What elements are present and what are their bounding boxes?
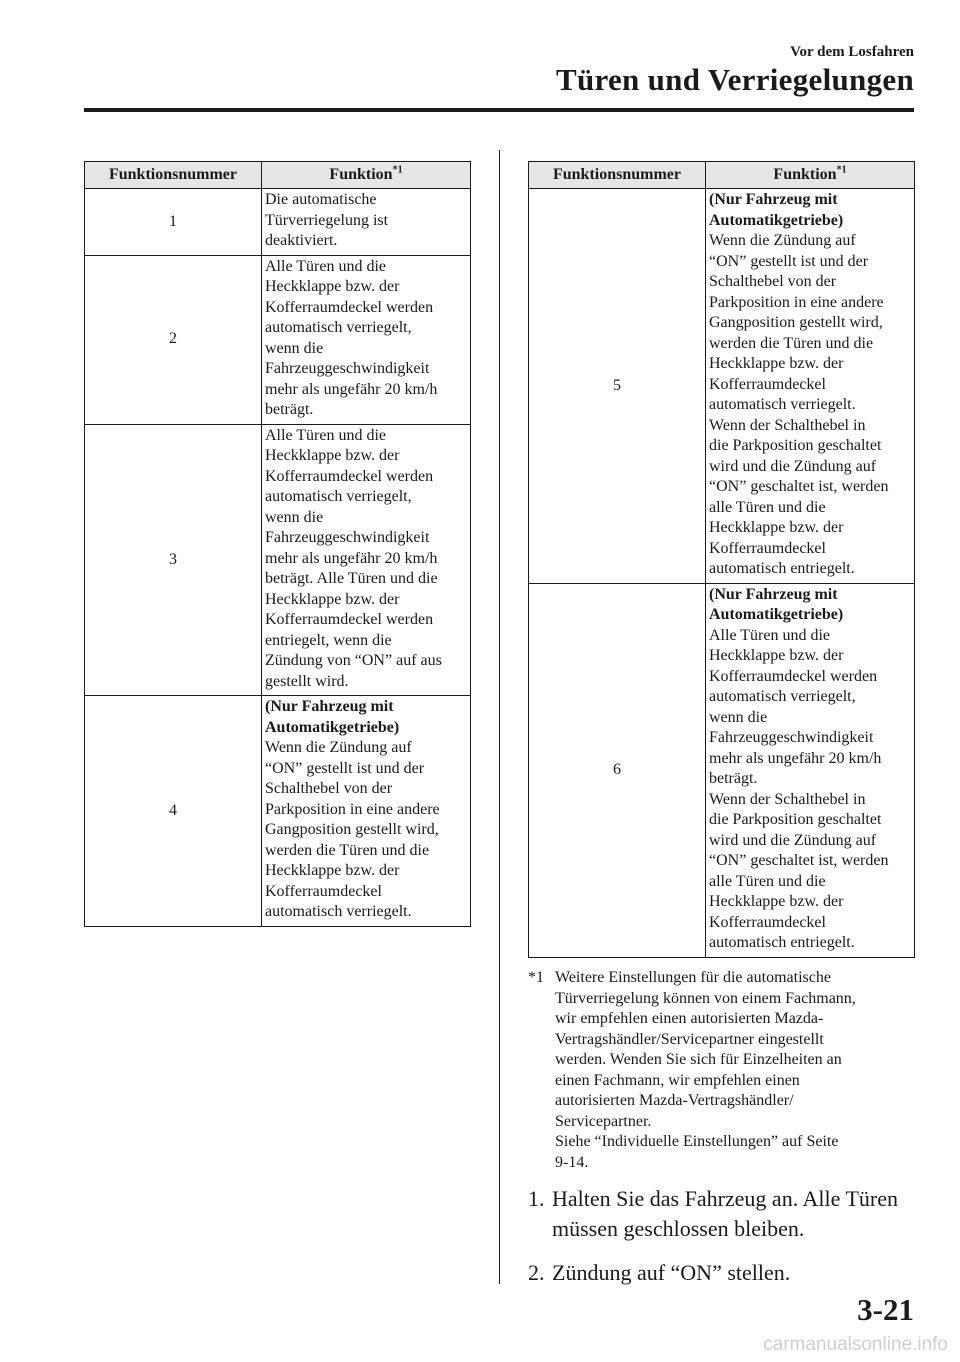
description-line: alle Türen und die xyxy=(709,872,826,890)
footnote-line: Servicepartner. xyxy=(555,1112,652,1130)
step-number: 1. xyxy=(528,1186,545,1211)
description-line: Schalthebel von der xyxy=(265,780,393,797)
description-line: Kofferraumdeckel xyxy=(709,539,826,557)
instruction-steps xyxy=(528,1184,928,1302)
footnote-line: 9-14. xyxy=(555,1153,589,1171)
footnote-line: autorisierten Mazda-Vertragshändler/ xyxy=(555,1092,794,1109)
step-item xyxy=(528,1184,928,1244)
description-line: alle Türen und die xyxy=(709,498,826,516)
function-description xyxy=(262,255,471,424)
description-line: Gangposition gestellt wird, xyxy=(709,314,883,331)
description-line: wird und die Zündung auf xyxy=(709,457,877,475)
description-condition: Automatikgetriebe) xyxy=(709,211,844,229)
description-line: automatisch verriegelt. xyxy=(265,903,412,920)
footnote-line: Vertragshändler/Servicepartner eingestellt xyxy=(555,1030,824,1048)
description-line: Alle Türen und die xyxy=(265,257,387,275)
description-line: automatisch entriegelt. xyxy=(709,934,855,951)
table-row xyxy=(529,189,915,584)
footnote-ref: *1 xyxy=(836,164,847,176)
description-line: Alle Türen und die xyxy=(265,426,387,444)
column-header-number: Funktionsnummer xyxy=(529,162,706,189)
function-number: 4 xyxy=(85,696,262,927)
description-lines xyxy=(265,697,469,923)
description-line: automatisch verriegelt, xyxy=(709,688,856,705)
description-line: Kofferraumdeckel xyxy=(265,882,382,900)
table-row xyxy=(529,583,915,957)
description-lines xyxy=(709,190,913,580)
function-number: 5 xyxy=(529,189,706,584)
description-line: Heckklappe bzw. der xyxy=(709,355,844,372)
description-line: Heckklappe bzw. der xyxy=(709,893,844,910)
description-line: Türverriegelung ist xyxy=(265,211,389,229)
function-description xyxy=(706,583,915,957)
footnote xyxy=(528,968,914,1173)
description-line: wenn die xyxy=(265,339,324,357)
description-line: “ON” gestellt ist und der xyxy=(709,252,869,270)
description-line: werden die Türen und die xyxy=(709,334,874,352)
table-row xyxy=(85,189,471,256)
description-line: Kofferraumdeckel werden xyxy=(265,298,434,316)
footnote-mark: *1 xyxy=(528,969,544,986)
step-number: 2. xyxy=(528,1260,545,1285)
table-header-row xyxy=(85,162,471,189)
description-line: Fahrzeuggeschwindigkeit xyxy=(709,729,874,746)
description-line: “ON” geschaltet ist, werden xyxy=(709,478,889,495)
description-condition: (Nur Fahrzeug mit xyxy=(709,585,838,603)
description-line: beträgt. Alle Türen und die xyxy=(265,570,438,587)
description-line: Kofferraumdeckel werden xyxy=(265,611,434,628)
footnote-line: wir empfehlen einen autorisierten Mazda- xyxy=(555,1010,824,1027)
description-line: Fahrzeuggeschwindigkeit xyxy=(265,360,430,377)
step-line: Zündung auf “ON” stellen. xyxy=(552,1260,791,1285)
header-rule xyxy=(84,108,914,112)
description-line: Parkposition in eine andere xyxy=(709,293,884,311)
description-line: Heckklappe bzw. der xyxy=(265,590,400,608)
function-number: 3 xyxy=(85,424,262,696)
function-description xyxy=(706,189,915,584)
description-condition: (Nur Fahrzeug mit xyxy=(265,698,394,715)
footnote-line: einen Fachmann, wir empfehlen einen xyxy=(555,1071,800,1089)
table-row xyxy=(85,424,471,696)
step-text xyxy=(552,1184,928,1244)
description-line: beträgt. xyxy=(709,770,758,787)
page-number: 3-21 xyxy=(857,1292,914,1327)
description-line: Wenn die Zündung auf xyxy=(709,232,856,249)
description-line: Wenn der Schalthebel in xyxy=(709,790,866,808)
function-table-right xyxy=(528,161,915,958)
description-line: Heckklappe bzw. der xyxy=(709,647,844,664)
column-header-function: Funktion$^{*1}$ xyxy=(706,162,915,189)
step-line: müssen geschlossen bleiben. xyxy=(552,1216,805,1241)
description-line: Parkposition in eine andere xyxy=(265,800,440,818)
description-line: Heckklappe bzw. der xyxy=(265,447,400,464)
function-description xyxy=(262,189,471,256)
description-line: “ON” gestellt ist und der xyxy=(265,759,425,777)
description-line: Heckklappe bzw. der xyxy=(709,519,844,536)
description-line: mehr als ungefähr 20 km/h xyxy=(265,380,438,398)
description-line: Heckklappe bzw. der xyxy=(265,278,400,295)
description-lines xyxy=(265,190,469,252)
description-line: die Parkposition geschaltet xyxy=(709,437,882,454)
description-line: automatisch entriegelt. xyxy=(709,560,855,577)
description-line: mehr als ungefähr 20 km/h xyxy=(709,749,882,767)
description-line: Wenn die Zündung auf xyxy=(265,739,412,756)
description-line: beträgt. xyxy=(265,401,314,418)
description-condition: Automatikgetriebe) xyxy=(709,606,844,623)
function-description xyxy=(262,424,471,696)
description-condition: Automatikgetriebe) xyxy=(265,718,400,736)
description-line: Fahrzeuggeschwindigkeit xyxy=(265,529,430,546)
step-line: Halten Sie das Fahrzeug an. Alle Türen xyxy=(552,1186,898,1211)
footnote-line: Türverriegelung können von einem Fachmann, xyxy=(555,989,856,1007)
footnote-line: werden. Wenden Sie sich für Einzelheiten an xyxy=(555,1051,842,1068)
footnote-text xyxy=(555,968,914,1173)
section-heading: Vor dem Losfahren xyxy=(790,44,914,60)
description-line: Kofferraumdeckel werden xyxy=(709,667,878,685)
description-line: wenn die xyxy=(709,708,768,726)
description-line: Wenn der Schalthebel in xyxy=(709,416,866,434)
column-divider xyxy=(499,150,500,1284)
column-header-function: Funktion$^{*1}$ xyxy=(262,162,471,189)
description-line: werden die Türen und die xyxy=(265,841,430,859)
description-line: die Parkposition geschaltet xyxy=(709,811,882,828)
function-number: 1 xyxy=(85,189,262,256)
watermark: carmanualsonline.info xyxy=(763,1334,948,1355)
description-line: Die automatische xyxy=(265,191,377,208)
description-lines xyxy=(265,257,469,421)
footnote-ref: *1 xyxy=(392,164,403,176)
footnote-line: Weitere Einstellungen für die automatische xyxy=(555,969,831,986)
table-header-row xyxy=(529,162,915,189)
description-line: automatisch verriegelt. xyxy=(709,396,856,413)
description-line: Gangposition gestellt wird, xyxy=(265,821,439,838)
description-line: deaktiviert. xyxy=(265,232,338,249)
description-lines xyxy=(265,426,469,693)
footnote-line: Siehe “Individuelle Einstellungen” auf Seite xyxy=(555,1133,839,1150)
description-line: Zündung von “ON” auf aus xyxy=(265,652,442,669)
description-line: Kofferraumdeckel werden xyxy=(265,467,434,485)
description-line: entriegelt, wenn die xyxy=(265,631,392,649)
description-line: wenn die xyxy=(265,508,324,526)
step-text xyxy=(552,1258,928,1288)
description-line: Alle Türen und die xyxy=(709,626,831,644)
description-condition: (Nur Fahrzeug mit xyxy=(709,191,838,208)
table-row xyxy=(85,255,471,424)
description-line: “ON” geschaltet ist, werden xyxy=(709,852,889,869)
page-title: Türen und Verriegelungen xyxy=(555,62,914,97)
function-description xyxy=(262,696,471,927)
table-row xyxy=(85,696,471,927)
function-number: 6 xyxy=(529,583,706,957)
description-line: Heckklappe bzw. der xyxy=(265,862,400,879)
description-line: Schalthebel von der xyxy=(709,273,837,290)
step-item xyxy=(528,1258,928,1288)
description-line: automatisch verriegelt, xyxy=(265,488,412,505)
description-line: gestellt wird. xyxy=(265,672,349,690)
description-line: mehr als ungefähr 20 km/h xyxy=(265,549,438,567)
description-line: Kofferraumdeckel xyxy=(709,913,826,931)
column-header-number: Funktionsnummer xyxy=(85,162,262,189)
description-lines xyxy=(709,585,913,954)
description-line: wird und die Zündung auf xyxy=(709,831,877,849)
description-line: Kofferraumdeckel xyxy=(709,375,826,393)
function-number: 2 xyxy=(85,255,262,424)
function-table-left xyxy=(84,161,471,927)
description-line: automatisch verriegelt, xyxy=(265,319,412,336)
